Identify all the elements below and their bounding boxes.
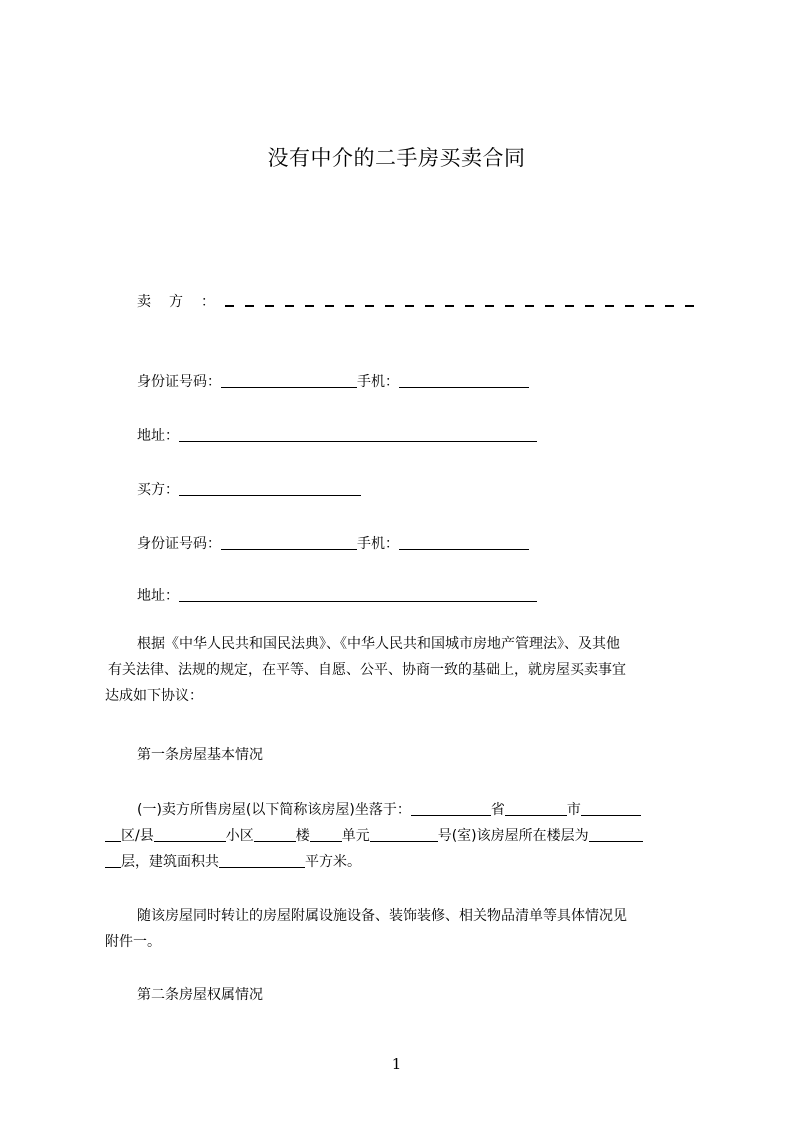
city-label: 市 [566,802,581,818]
seller-id-label: 身份证号码： [137,374,221,390]
page-number: 1 [391,1055,402,1073]
unit-blank[interactable] [310,825,342,842]
seller-id-blank[interactable] [221,371,357,388]
seller-label: 卖 方 ： [137,294,217,310]
article1-clause1 [105,797,705,875]
seller-address-blank[interactable] [179,425,537,442]
unit-label: 单元 [341,828,370,844]
seller-phone-label: 手机： [357,374,399,390]
attachment-paragraph [105,903,705,955]
community-label: 小区 [225,828,254,844]
clause1-intro: (一)卖方所售房屋(以下简称该房屋)坐落于： [137,802,411,818]
attachment-line-1: 随该房屋同时转让的房屋附属设施设备、装饰装修、相关物品清单等具体情况见 [137,908,627,924]
seller-blank-dashed[interactable] [225,305,700,307]
buyer-address-label: 地址： [137,588,179,604]
floor-blank-tail[interactable] [105,851,121,868]
attachment-line-2: 附件一。 [105,934,161,950]
buyer-id-label: 身份证号码： [137,536,221,552]
seller-address-label: 地址： [137,428,179,444]
preamble-line-2: 有关法律、法规的规定，在平等、自愿、公平、协商一致的基础上，就房屋买卖事宜 [108,662,626,678]
building-blank[interactable] [254,825,296,842]
document-title: 没有中介的二手房买卖合同 [267,146,526,170]
buyer-phone-blank[interactable] [399,533,529,550]
seller-id-line [137,371,529,392]
area-blank[interactable] [219,851,305,868]
buyer-line [137,479,361,500]
preamble-paragraph [105,631,705,709]
buyer-address-blank[interactable] [179,585,537,602]
room-blank[interactable] [370,825,438,842]
city-blank[interactable] [505,799,567,816]
district-label: 区/县 [121,828,154,844]
floor-blank[interactable] [589,825,643,842]
seller-phone-blank[interactable] [399,371,529,388]
building-label: 楼 [295,828,310,844]
district-blank[interactable] [105,825,121,842]
city-blank-tail[interactable] [581,799,641,816]
buyer-blank[interactable] [179,479,361,496]
buyer-address-line [137,585,537,606]
preamble-line-3: 达成如下协议： [105,688,203,704]
area-label: 平方米。 [305,854,361,870]
province-label: 省 [490,802,505,818]
seller-line [137,292,217,312]
floor-label: 层，建筑面积共 [121,854,219,870]
buyer-label: 买方： [137,482,179,498]
buyer-phone-label: 手机： [357,536,399,552]
article1-heading: 第一条房屋基本情况 [137,747,263,763]
seller-address-line [137,425,537,446]
buyer-id-line [137,533,529,554]
preamble-line-1: 根据《中华人民共和国民法典》、《中华人民共和国城市房地产管理法》、及其他 [137,636,620,652]
buyer-id-blank[interactable] [221,533,357,550]
province-blank[interactable] [411,799,491,816]
community-blank[interactable] [154,825,226,842]
room-label: 号(室)该房屋所在楼层为 [437,828,589,844]
article2-heading: 第二条房屋权属情况 [137,987,263,1003]
